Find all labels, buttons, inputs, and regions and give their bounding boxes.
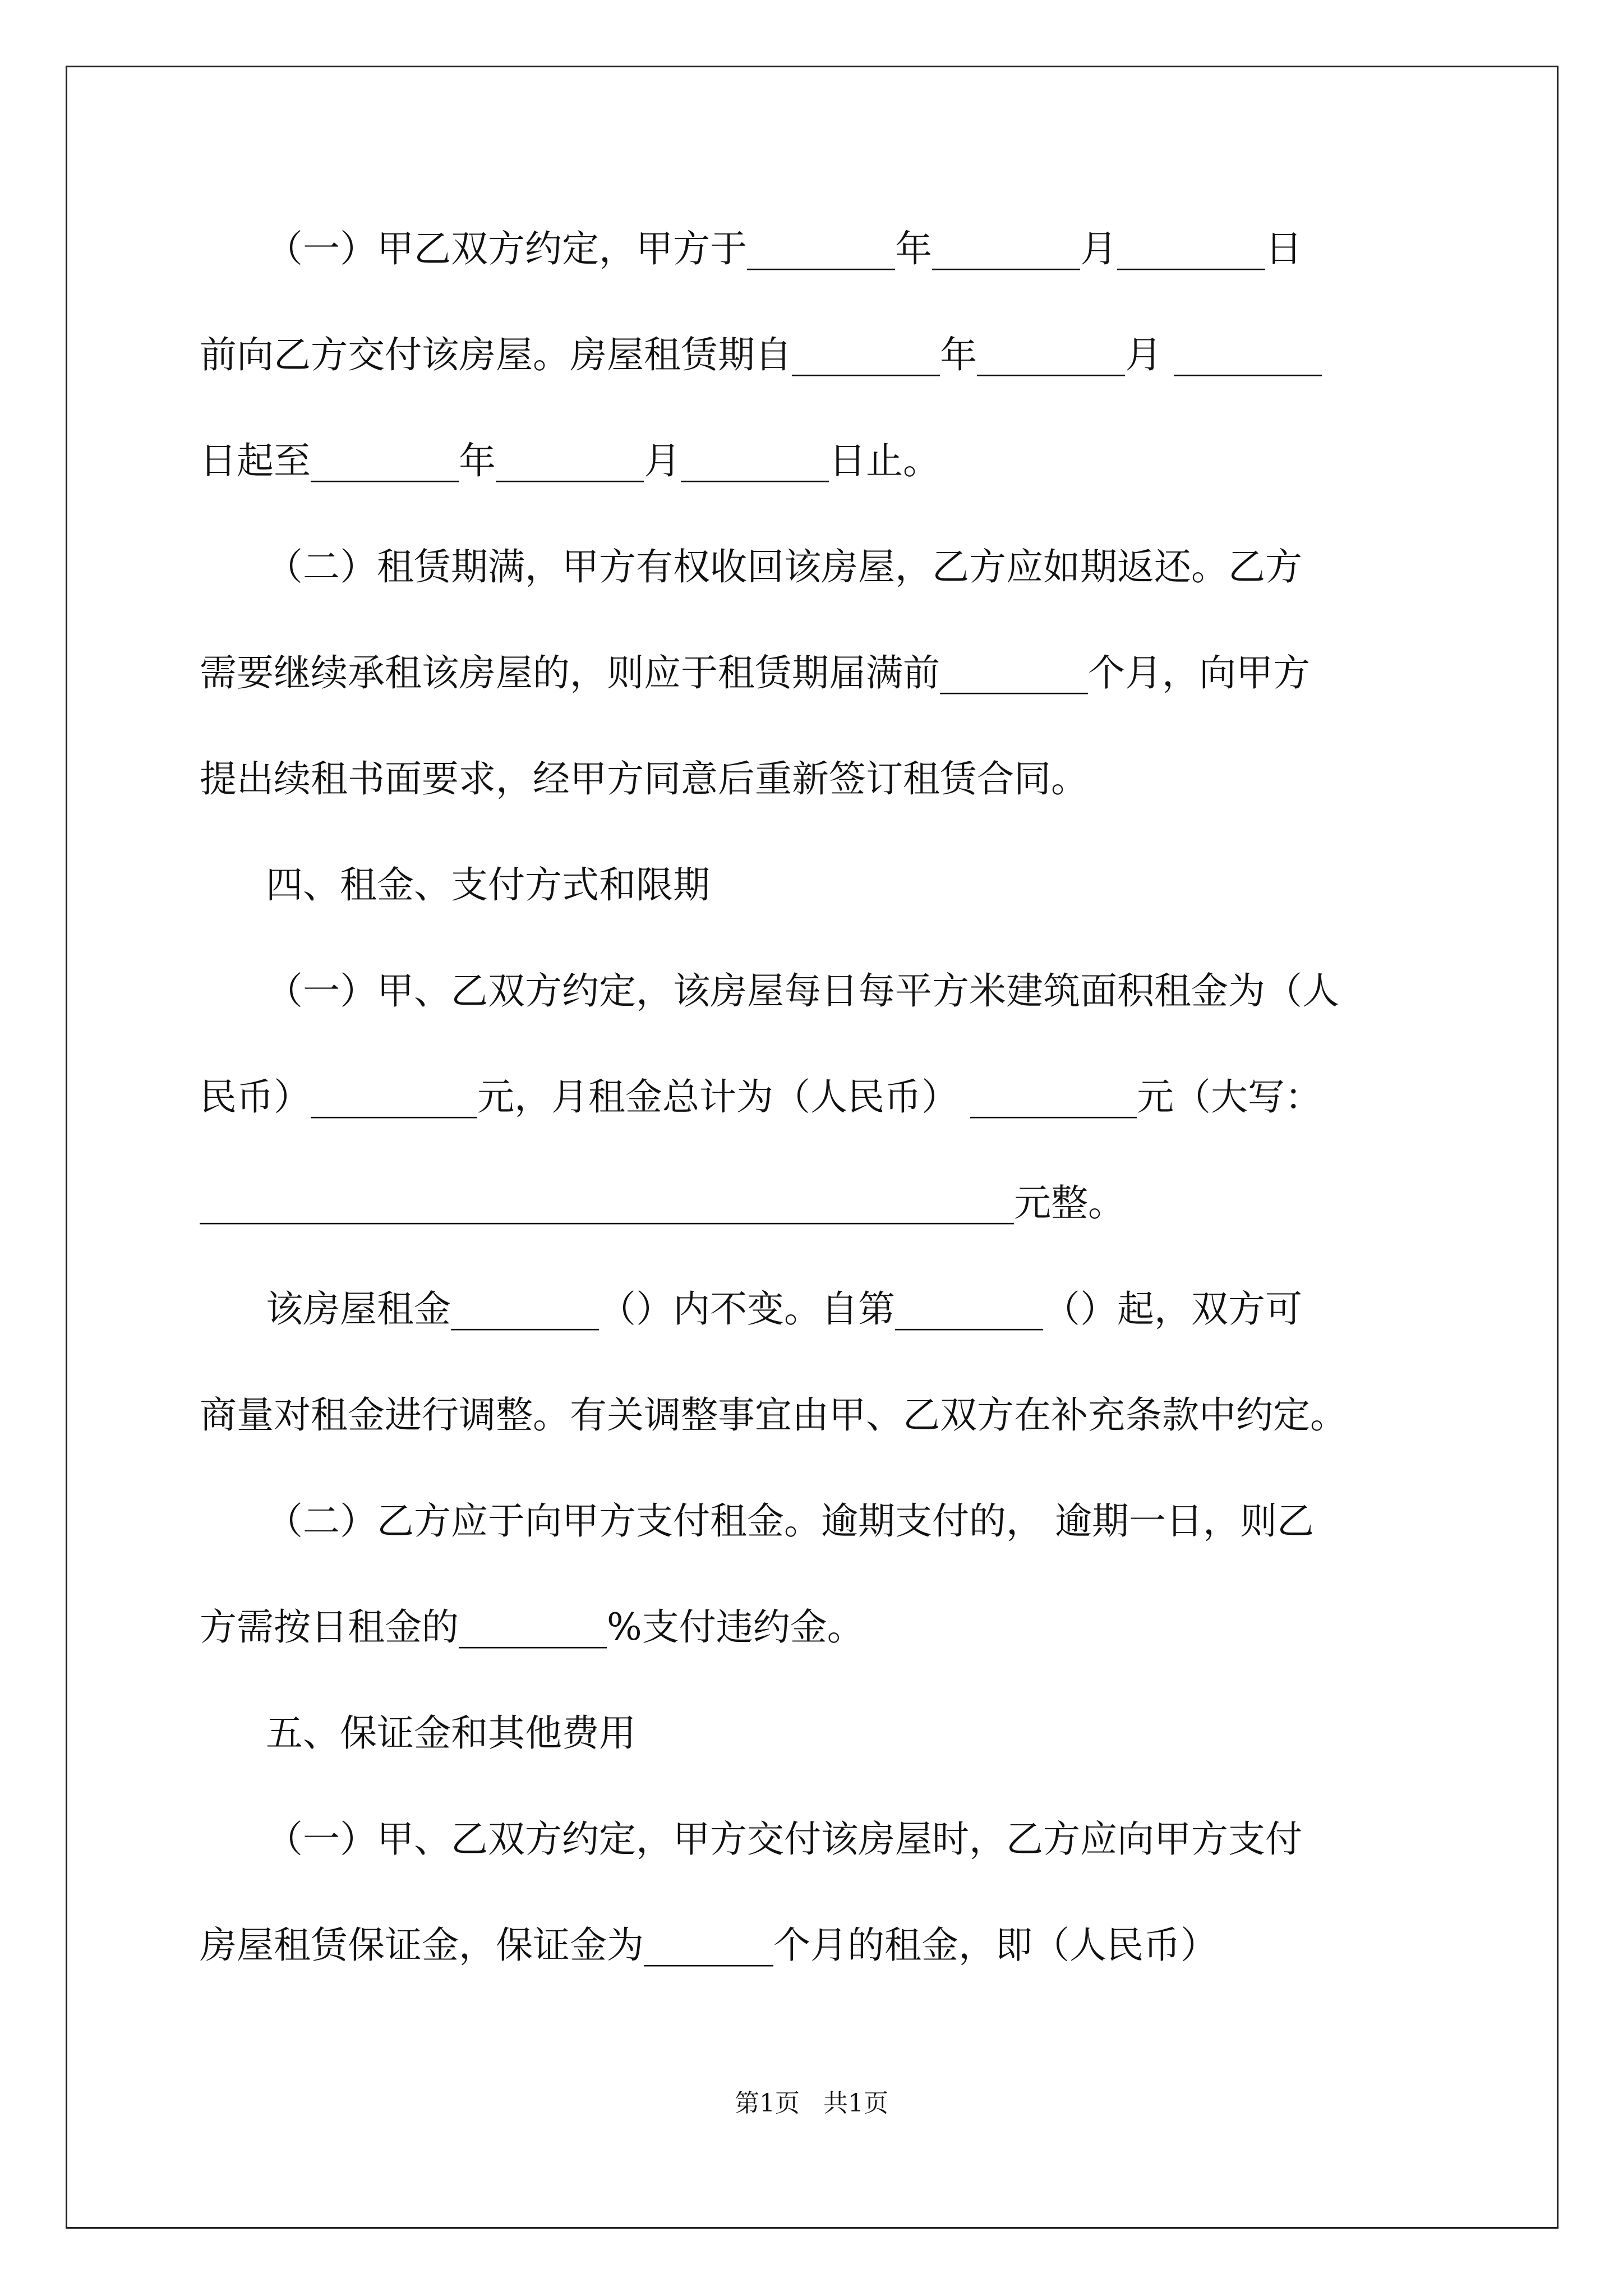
paragraph-line: （二）租赁期满，甲方有权收回该房屋，乙方应如期返还。乙方: [266, 545, 1302, 588]
paragraph-line: 日起至________年________月________日止。: [200, 439, 940, 482]
paragraph-line: 该房屋租金________（）内不变。自第________（）起，双方可: [266, 1287, 1302, 1331]
paragraph-line: 需要继续承租该房屋的，则应于租赁期届满前________个月，向甲方: [200, 651, 1310, 694]
section-heading: 四、租金、支付方式和限期: [266, 863, 710, 907]
paragraph-line: 方需按日租金的________%支付违约金。: [200, 1605, 864, 1649]
paragraph-line: （一）甲乙双方约定，甲方于________年________月________日: [266, 227, 1302, 270]
section-heading: 五、保证金和其他费用: [266, 1711, 636, 1755]
page-number: 第1页 共1页: [735, 2089, 888, 2118]
paragraph-line: 提出续租书面要求，经甲方同意后重新签订租赁合同。: [200, 757, 1088, 800]
page-border: [66, 66, 1559, 2229]
paragraph-line: （一）甲、乙双方约定，该房屋每日每平方米建筑面积租金为（人: [266, 969, 1339, 1013]
paragraph-line: 商量对租金进行调整。有关调整事宜由甲、乙双方在补充条款中约定。: [200, 1393, 1347, 1437]
paragraph-line: （一）甲、乙双方约定，甲方交付该房屋时，乙方应向甲方支付: [266, 1818, 1302, 1861]
paragraph-line: 民币）_________元，月租金总计为（人民币） _________元（大写：: [200, 1075, 1322, 1119]
paragraph-line: （二）乙方应于向甲方支付租金。逾期支付的， 逾期一日，则乙: [266, 1499, 1314, 1543]
paragraph-line: ____________________________________________元整。: [200, 1181, 1125, 1225]
paragraph-line: 前向乙方交付该房屋。房屋租赁期自________年________月 ________: [200, 333, 1322, 376]
paragraph-line: 房屋租赁保证金，保证金为_______个月的租金，即（人民币）: [200, 1924, 1218, 1967]
